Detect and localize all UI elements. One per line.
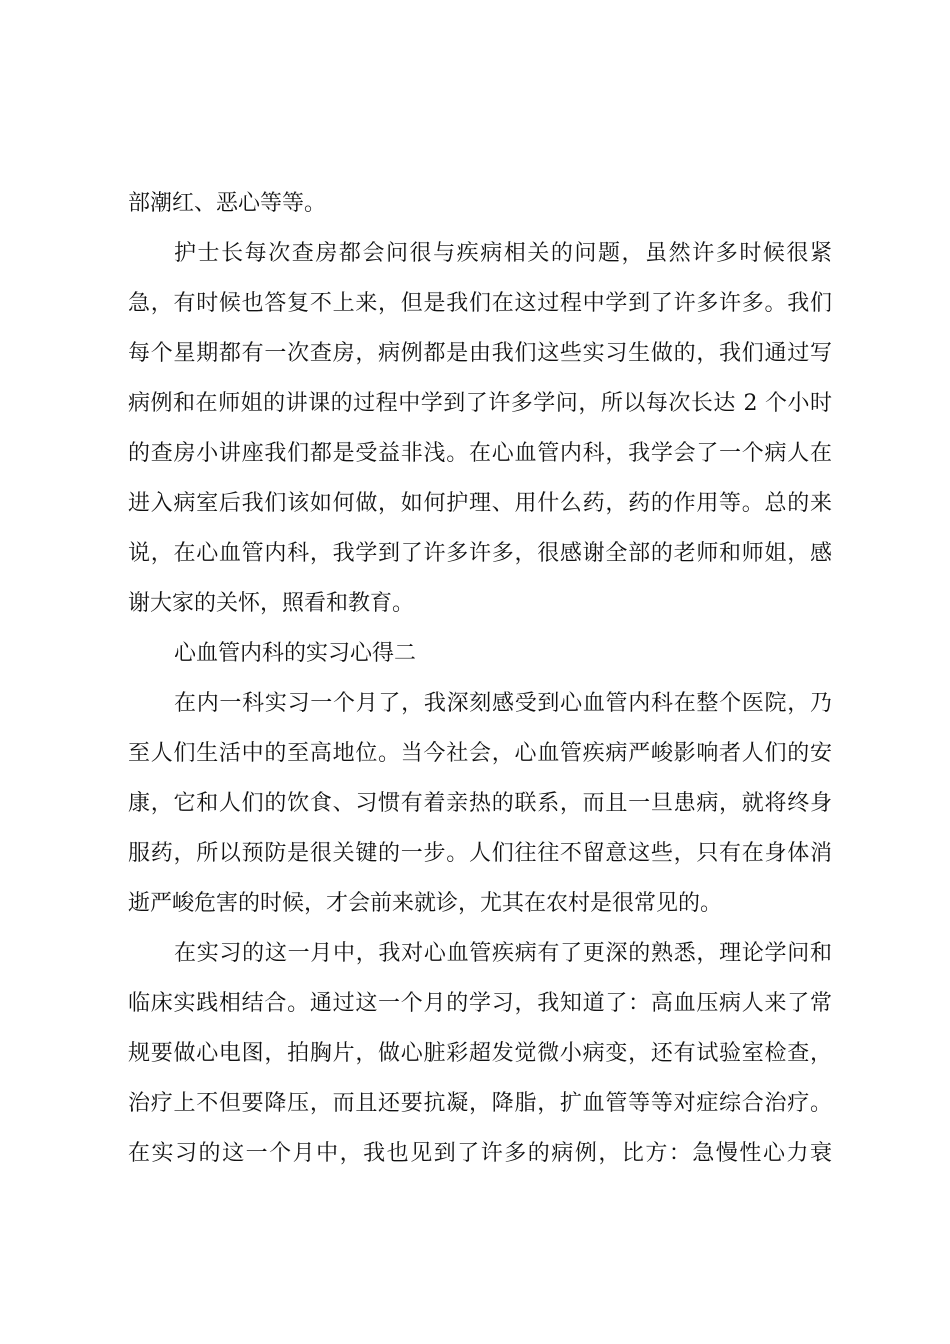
text-line: 急，有时候也答复不上来，但是我们在这过程中学到了许多许多。我们 bbox=[128, 291, 832, 316]
text-line: 在实习的这一个月中，我也见到了许多的病例，比方：急慢性心力衰 bbox=[128, 1141, 832, 1166]
text-line: 规要做心电图，拍胸片，做心脏彩超发觉微小病变，还有试验室检查， bbox=[128, 1041, 832, 1066]
text-line: 谢大家的关怀，照看和教育。 bbox=[128, 591, 415, 616]
text-line: 部潮红、恶心等等。 bbox=[128, 191, 327, 216]
text-line: 每个星期都有一次查房，病例都是由我们这些实习生做的，我们通过写 bbox=[128, 341, 832, 366]
text-line: 逝严峻危害的时候，才会前来就诊，尤其在农村是很常见的。 bbox=[128, 891, 723, 916]
paragraph-first-line: 在实习的这一月中，我对心血管疾病有了更深的熟悉，理论学问和 bbox=[174, 941, 832, 966]
text-line: 进入病室后我们该如何做，如何护理、用什么药，药的作用等。总的来 bbox=[128, 491, 832, 516]
paragraph-first-line: 在内一科实习一个月了，我深刻感受到心血管内科在整个医院，乃 bbox=[174, 691, 832, 716]
text-line: 的查房小讲座我们都是受益非浅。在心血管内科，我学会了一个病人在 bbox=[128, 441, 832, 466]
section-heading: 心血管内科的实习心得二 bbox=[174, 641, 417, 666]
text-line: 服药，所以预防是很关键的一步。人们往往不留意这些，只有在身体消 bbox=[128, 841, 832, 866]
text-line: 说，在心血管内科，我学到了许多许多，很感谢全部的老师和师姐，感 bbox=[128, 541, 832, 566]
paragraph-first-line: 护士长每次查房都会问很与疾病相关的问题，虽然许多时候很紧 bbox=[174, 241, 832, 266]
text-line: 临床实践相结合。通过这一个月的学习，我知道了：高血压病人来了常 bbox=[128, 991, 832, 1016]
text-line: 至人们生活中的至高地位。当今社会，心血管疾病严峻影响者人们的安 bbox=[128, 741, 832, 766]
text-line: 病例和在师姐的讲课的过程中学到了许多学问，所以每次长达 2 个小时 bbox=[128, 391, 832, 416]
text-line: 康，它和人们的饮食、习惯有着亲热的联系，而且一旦患病，就将终身 bbox=[128, 791, 832, 816]
text-line: 治疗上不但要降压，而且还要抗凝，降脂，扩血管等等对症综合治疗。 bbox=[128, 1091, 832, 1116]
